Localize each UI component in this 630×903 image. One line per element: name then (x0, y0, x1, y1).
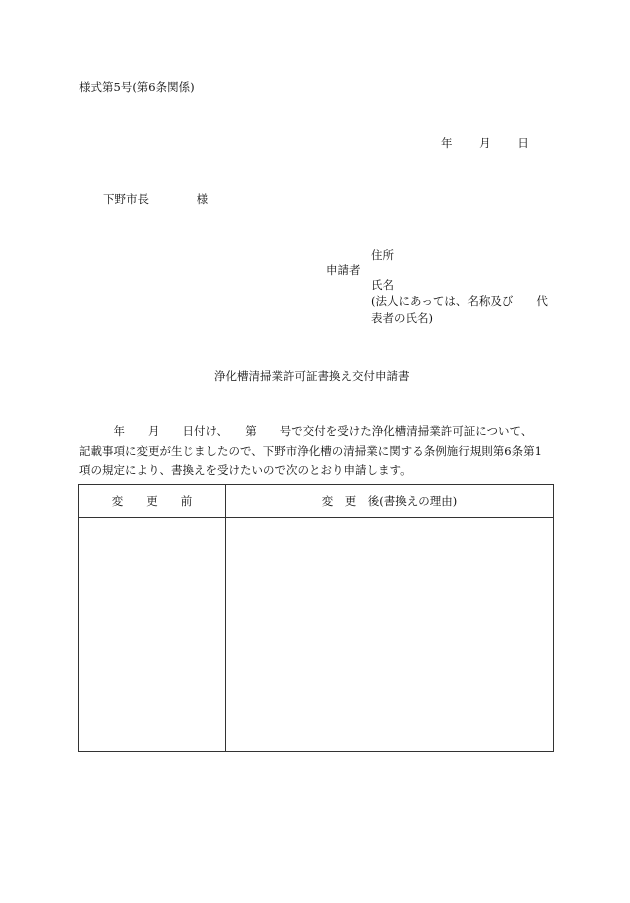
date-fields (441, 138, 529, 150)
applicant-label: 申請者 (326, 263, 361, 277)
addressee-honorific: 様 (196, 192, 209, 206)
date-month-label: 月 (479, 136, 491, 150)
header-before-change: 変 更 前 (79, 485, 226, 518)
applicant-name-label: 氏名 (371, 278, 394, 292)
paragraph-line-1: 年 月 日付け、 第 号で交付を受けた浄化槽清掃業許可証について、 (79, 424, 533, 438)
table-row (79, 518, 554, 752)
paragraph-line-3: 項の規定により、書換えを受けたいので次のとおり申請します。 (79, 463, 412, 477)
form-number: 様式第5号(第6条関係) (79, 80, 195, 94)
date-day-label: 日 (517, 136, 529, 150)
document-title: 浄化槽清掃業許可証書換え交付申請書 (214, 369, 410, 383)
header-after-change: 変 更 後(書換えの理由) (226, 485, 554, 518)
applicant-address-label: 住所 (371, 248, 394, 262)
date-year-label: 年 (441, 136, 453, 150)
addressee-name: 下野市長 (103, 192, 149, 206)
table-header-row (79, 485, 554, 518)
paragraph-line-2: 記載事項に変更が生じましたので、下野市浄化槽の清掃業に関する条例施行規則第6条第1 (79, 443, 542, 458)
before-change-cell[interactable] (79, 518, 226, 752)
applicant-note-line1: (法人にあっては、名称及び 代 (371, 294, 548, 308)
request-paragraph (79, 422, 554, 481)
applicant-note-line2: 表者の氏名) (371, 311, 433, 325)
after-change-cell[interactable] (226, 518, 554, 752)
addressee (103, 194, 208, 206)
change-table (78, 484, 554, 752)
